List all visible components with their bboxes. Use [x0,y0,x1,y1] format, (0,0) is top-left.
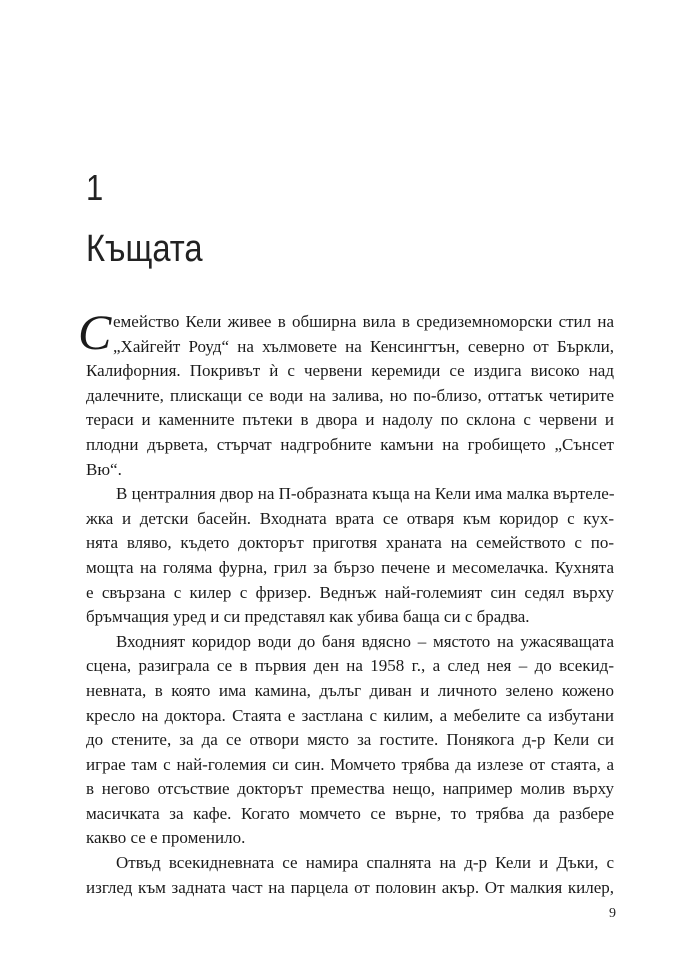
page-number: 9 [609,906,616,921]
text-line: изглед към задната част на парцела от половин акър. От малкия килер, [86,877,614,897]
text-line: невната, в която има камина, дълъг диван и личното зелено кожено [86,680,614,700]
text-line: „Хайгейт Роуд“ на хълмовете на Кенсингтън, северно от Бъркли, [113,336,614,356]
text-line: кресло на доктора. Стаята е застлана с килим, а мебелите са избутани [86,705,614,725]
text-line: мощта на голяма фурна, грил за бързо печене и месомелачка. Кухнята [86,557,614,577]
text-line: в негово отсъствие докторът премества нещо, например молив върху [86,779,614,799]
text-line: до стените, за да се отвори място за гостите. Понякога д-р Кели си [86,730,614,750]
text-line: емейство Кели живее в обширна вила в средиземноморски стил на [113,312,614,331]
body-text [78,304,615,900]
paragraph-4 [86,851,614,900]
chapter-number: 1 [86,167,104,208]
text-line: плодни дървета, стърчат надгробните камъни на гробището „Сънсет [86,434,614,454]
paragraph-3 [86,630,614,851]
text-line: Калифорния. Покривът ѝ с червени керемиди се издига високо над [86,361,614,381]
text-line: В централния двор на П-образната къща на Кели има малка въртеле- [116,484,615,504]
text-line: Вю“. [86,459,122,479]
text-line: тераси и каменните пътеки в двора и надолу по склона с червени и [86,410,614,430]
text-line: далечните, плискащи се води на залива, но по-близо, оттатък четирите [86,385,614,405]
text-line: какво се е променило. [86,828,246,848]
text-line: Отвъд всекидневната се намира спалнята на д-р Кели и Дъки, с [116,853,614,873]
chapter-title: Къщата [86,228,203,270]
text-line: бръмчащия уред и си представял как убива баща си с брадва. [86,607,530,627]
text-line: нята вляво, където докторът приготвя храната на семейството с по- [86,533,614,553]
text-line: играе там с най-големия си син. Момчето трябва да излезе от стаята, а [86,754,614,774]
text-line: жка и детски басейн. Входната врата се отваря към коридор с кух- [86,508,614,528]
drop-cap-letter: С [78,304,112,360]
paragraph-2 [86,482,614,630]
text-line: сцена, разиграла се в първия ден на 1958 г., а след нея – до всекид- [86,656,614,676]
text-line: Входният коридор води до баня вдясно – мястото на ужасяващата [116,631,614,651]
paragraph-1 [78,304,614,482]
text-line: е свързана с килер с фризер. Веднъж най-големият син седял върху [86,582,614,602]
text-line: масичката за кафе. Когато момчето се върне, то трябва да разбере [86,803,614,823]
